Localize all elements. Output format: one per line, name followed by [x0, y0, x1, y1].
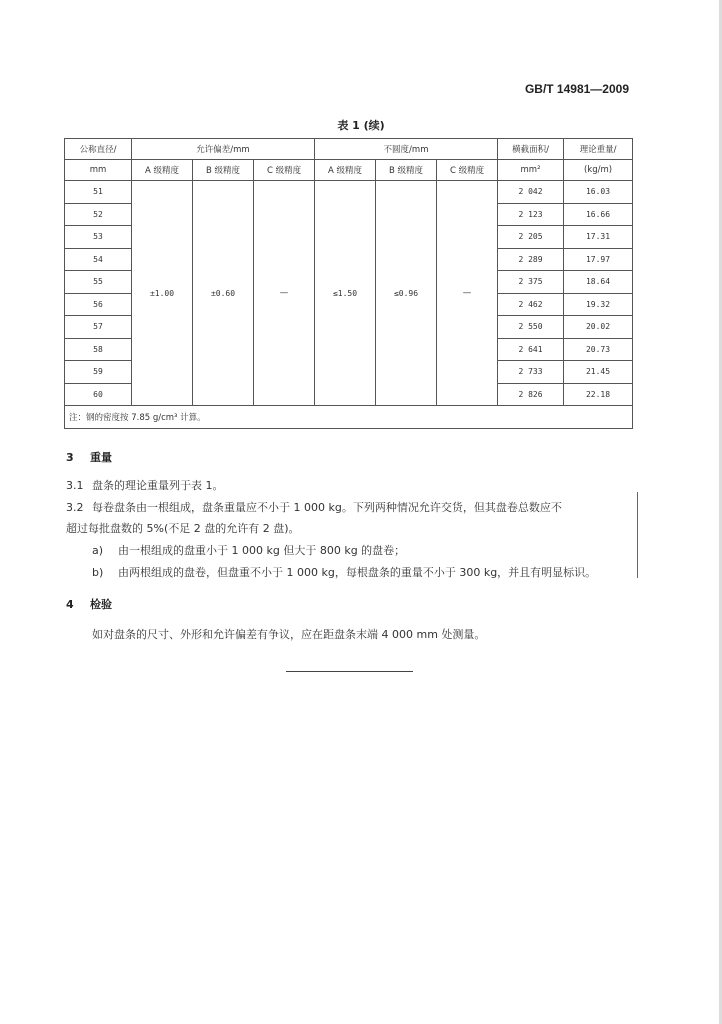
weight-cell: 17.97 — [564, 248, 633, 271]
weight-cell: 21.45 — [564, 361, 633, 384]
list-label: a) — [92, 544, 104, 557]
section-4-text: 如对盘条的尺寸、外形和允许偏差有争议，应在距盘条末端 4 000 mm 处测量。 — [92, 628, 486, 641]
header-area-label: 横截面积/ — [498, 139, 564, 160]
weight-cell: 18.64 — [564, 271, 633, 294]
tolerance-b-cell: ±0.60 — [193, 181, 254, 406]
tolerance-c-cell: — — [254, 181, 315, 406]
diameter-cell: 54 — [65, 248, 132, 271]
table-note-row — [65, 406, 633, 429]
weight-cell: 22.18 — [564, 383, 633, 406]
margin-change-bar — [637, 492, 638, 578]
diameter-cell: 59 — [65, 361, 132, 384]
clause-3-2-line-2: 超过每批盘数的 5%(不足 2 盘的允许有 2 盘)。 — [66, 522, 300, 535]
header-round-grade-b: B 级精度 — [376, 160, 437, 181]
table-header-row-2 — [65, 160, 633, 181]
header-weight-unit: (kg/m) — [564, 160, 633, 181]
section-title: 检验 — [90, 598, 112, 611]
roundness-c-cell: — — [437, 181, 498, 406]
weight-cell: 17.31 — [564, 226, 633, 249]
clause-number: 3.2 — [66, 501, 84, 514]
diameter-cell: 52 — [65, 203, 132, 226]
area-cell: 2 733 — [498, 361, 564, 384]
area-cell: 2 826 — [498, 383, 564, 406]
weight-cell: 16.66 — [564, 203, 633, 226]
diameter-cell: 57 — [65, 316, 132, 339]
weight-cell: 19.32 — [564, 293, 633, 316]
header-roundness-group: 不圆度/mm — [315, 139, 498, 160]
clause-3-2-line-1 — [66, 499, 562, 515]
standard-code: GB/T 14981—2009 — [524, 82, 629, 96]
area-cell: 2 205 — [498, 226, 564, 249]
header-round-grade-a: A 级精度 — [315, 160, 376, 181]
header-tol-grade-b: B 级精度 — [193, 160, 254, 181]
area-cell: 2 375 — [498, 271, 564, 294]
area-cell: 2 462 — [498, 293, 564, 316]
diameter-cell: 51 — [65, 181, 132, 204]
roundness-a-cell: ≤1.50 — [315, 181, 376, 406]
area-cell: 2 289 — [498, 248, 564, 271]
header-tol-grade-a: A 级精度 — [132, 160, 193, 181]
header-round-grade-c: C 级精度 — [437, 160, 498, 181]
clause-text: 每卷盘条由一根组成，盘条重量应不小于 1 000 kg。下列两种情况允许交货，但其盘卷总数应不 — [92, 501, 562, 514]
tolerance-a-cell: ±1.00 — [132, 181, 193, 406]
clause-text: 盘条的理论重量列于表 1。 — [92, 479, 224, 492]
header-weight-label: 理论重量/ — [564, 139, 633, 160]
diameter-cell: 55 — [65, 271, 132, 294]
section-number: 3 — [66, 451, 74, 464]
list-item-b — [92, 564, 596, 580]
list-text: 由一根组成的盘重小于 1 000 kg 但大于 800 kg 的盘卷； — [118, 544, 406, 557]
header-tolerance-group: 允许偏差/mm — [132, 139, 315, 160]
roundness-b-cell: ≤0.96 — [376, 181, 437, 406]
table-header-row-1 — [65, 139, 633, 160]
list-text: 由两根组成的盘卷，但盘重不小于 1 000 kg，每根盘条的重量不小于 300 kg，并且有明显标识。 — [118, 566, 597, 579]
section-4-heading — [66, 596, 112, 612]
section-title: 重量 — [90, 451, 112, 464]
diameter-cell: 56 — [65, 293, 132, 316]
section-3-heading — [66, 449, 112, 465]
header-diameter-unit: mm — [65, 160, 132, 181]
area-cell: 2 550 — [498, 316, 564, 339]
weight-cell: 16.03 — [564, 181, 633, 204]
diameter-cell: 58 — [65, 338, 132, 361]
weight-cell: 20.73 — [564, 338, 633, 361]
clause-3-1 — [66, 477, 224, 493]
table-note: 注：钢的密度按 7.85 g/cm³ 计算。 — [65, 406, 633, 429]
section-number: 4 — [66, 598, 74, 611]
header-area-unit: mm² — [498, 160, 564, 181]
weight-cell: 20.02 — [564, 316, 633, 339]
diameter-cell: 60 — [65, 383, 132, 406]
area-cell: 2 641 — [498, 338, 564, 361]
table-row — [65, 181, 633, 204]
area-cell: 2 042 — [498, 181, 564, 204]
clause-number: 3.1 — [66, 479, 84, 492]
header-tol-grade-c: C 级精度 — [254, 160, 315, 181]
end-rule — [286, 671, 413, 672]
spec-table — [64, 138, 633, 429]
header-diameter-label: 公称直径/ — [65, 139, 132, 160]
list-label: b) — [92, 566, 104, 579]
area-cell: 2 123 — [498, 203, 564, 226]
table-caption: 表 1 (续) — [337, 119, 385, 132]
list-item-a — [92, 542, 405, 558]
diameter-cell: 53 — [65, 226, 132, 249]
